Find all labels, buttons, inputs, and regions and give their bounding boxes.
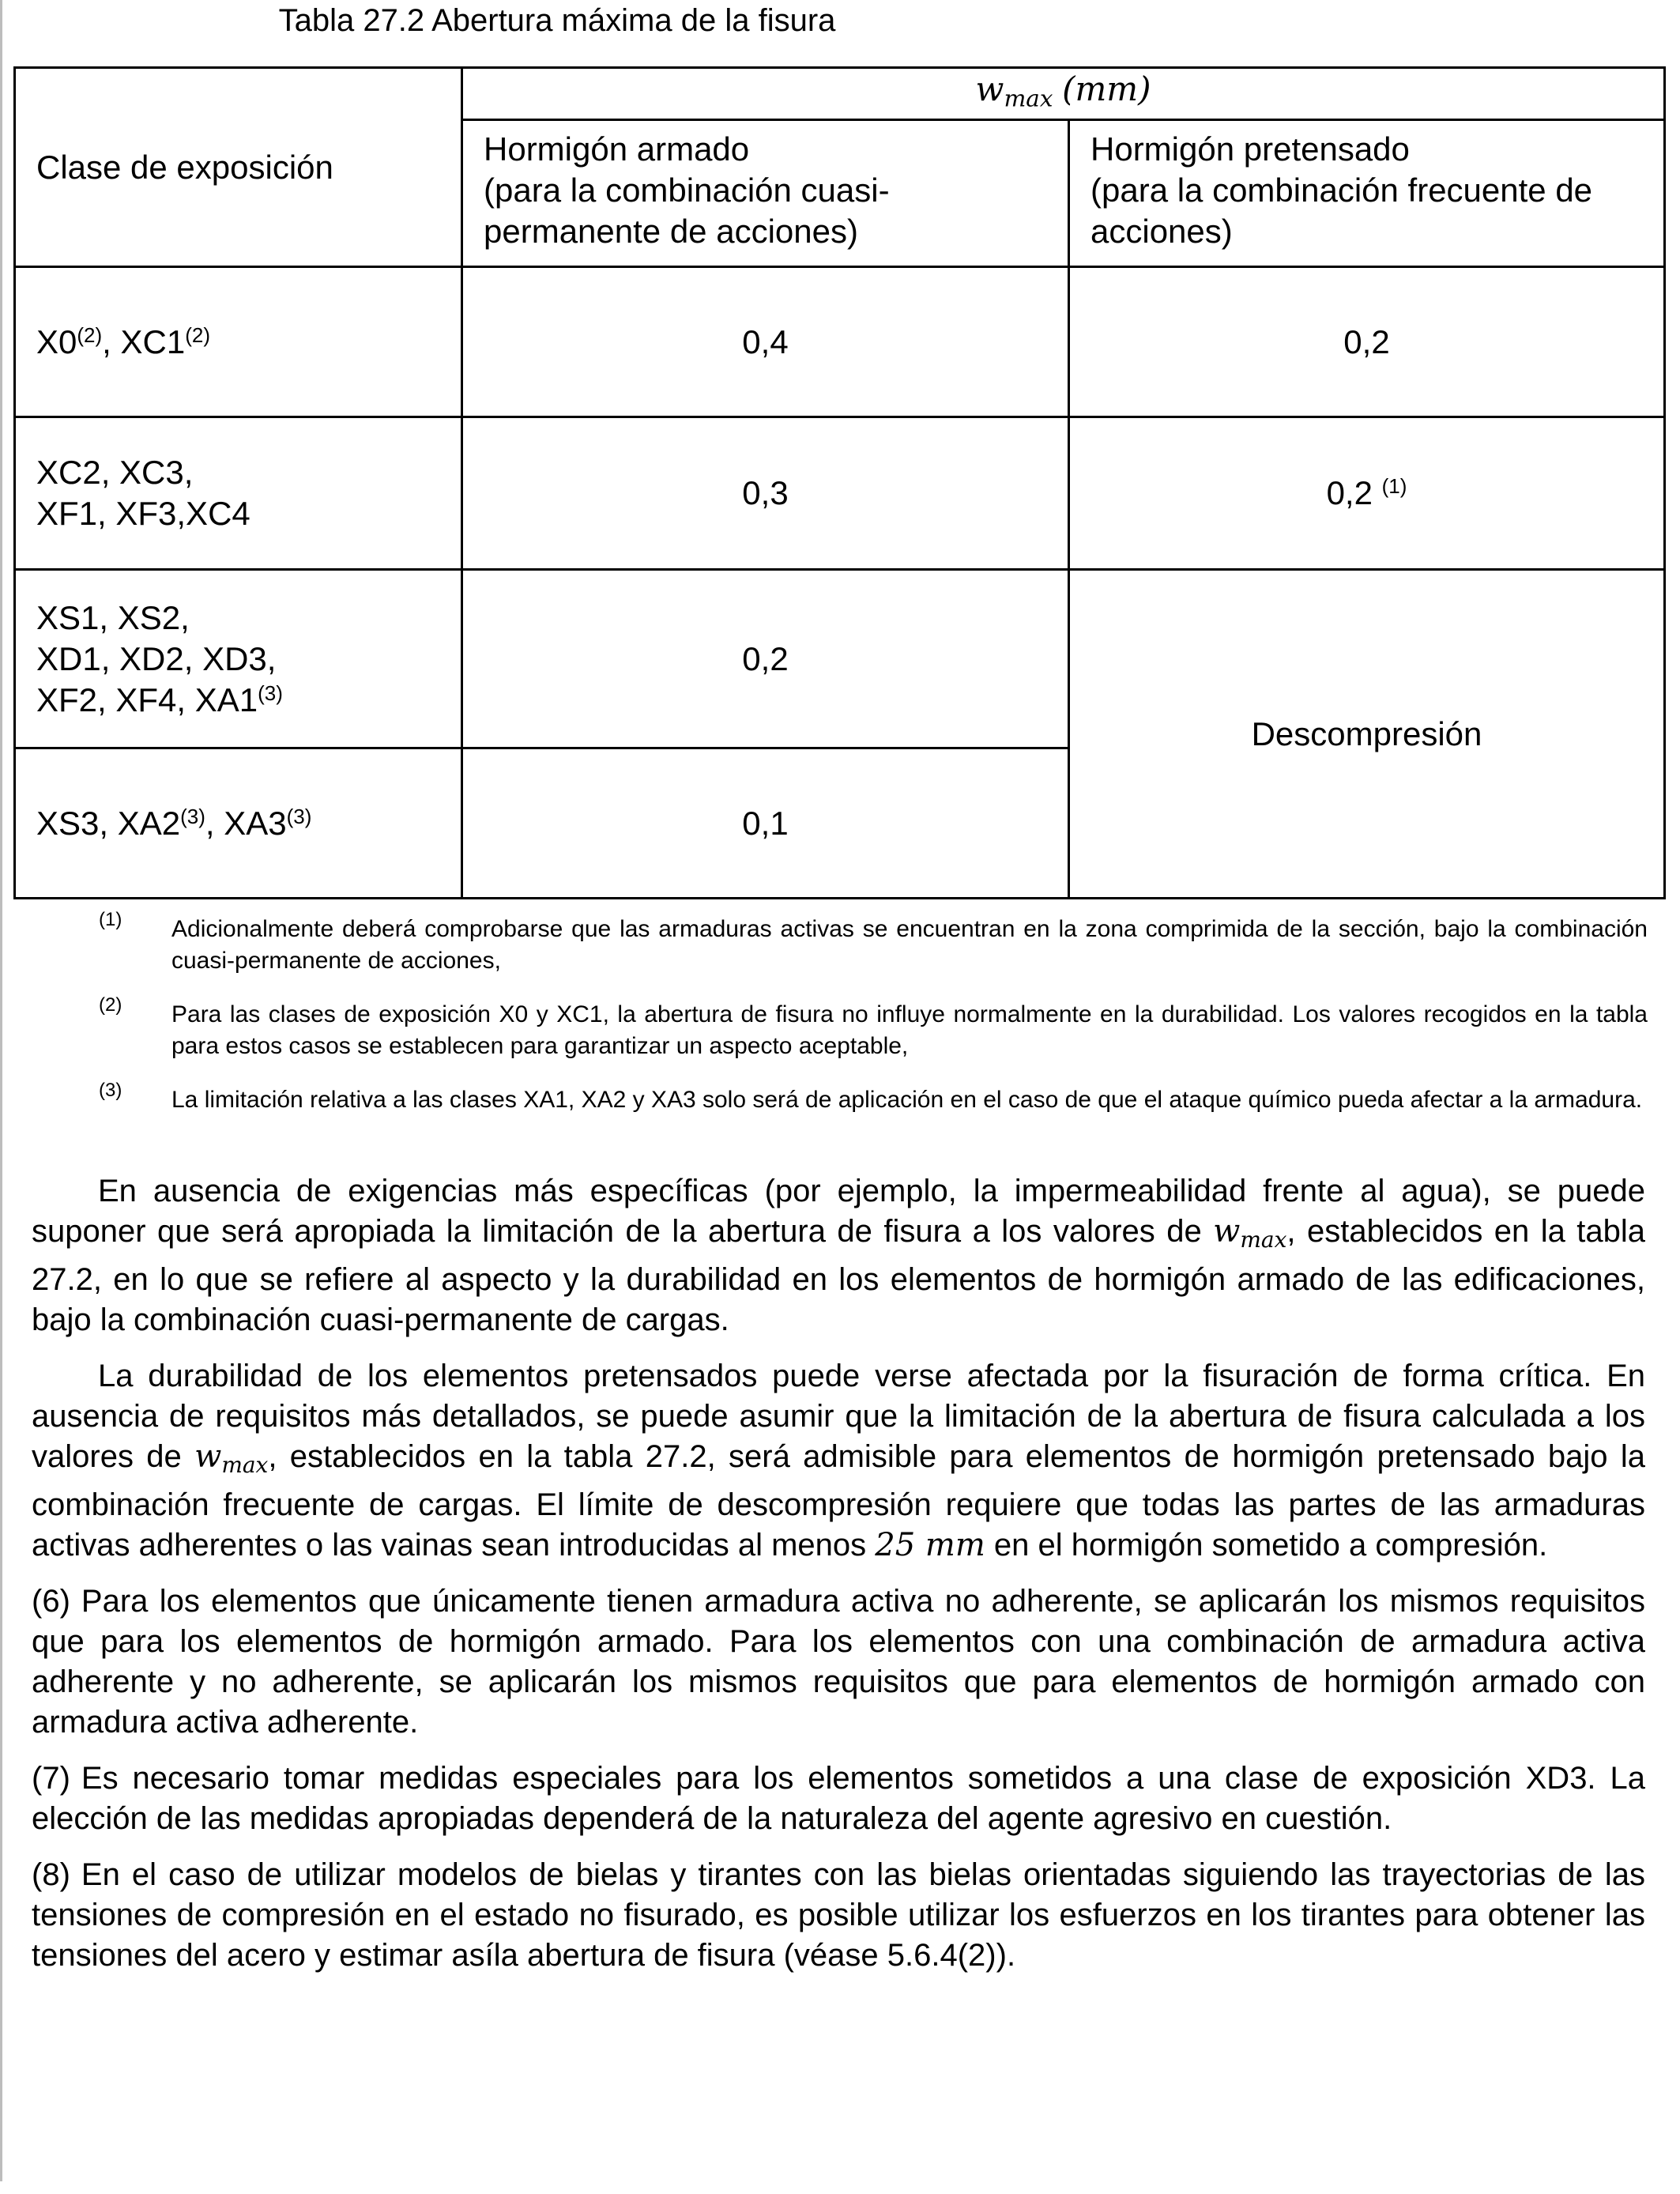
paragraph-text: en el hormigón sometido a compresión.: [985, 1528, 1548, 1563]
exposure-text: XC2, XC3,: [36, 454, 194, 492]
header-prestressed-title: Hormigón pretensado: [1090, 130, 1410, 168]
exposure-cell: [15, 748, 462, 899]
header-exposure-class: [15, 68, 462, 267]
paragraph-number: (7): [32, 1761, 70, 1796]
wmax-w: w: [1213, 1213, 1241, 1250]
exposure-text: XD1, XD2, XD3,: [36, 639, 277, 677]
paragraph: [32, 1356, 1645, 1566]
paragraph-7: [32, 1759, 1645, 1839]
header-prestressed-sub: (para la combinación frecuente de acciones): [1090, 172, 1593, 251]
exposure-line: [36, 680, 440, 721]
footnote-mark: (2): [99, 994, 122, 1016]
armado-value: 0,2: [462, 570, 1069, 748]
pretensado-cell: [1069, 417, 1665, 570]
exposure-text: , XC1: [102, 322, 186, 360]
exposure-text: XS3, XA2: [36, 804, 181, 842]
paragraph: [32, 1171, 1645, 1340]
crack-width-table: [13, 66, 1666, 899]
paragraph-text: En el caso de utilizar modelos de bielas y tirantes con las bielas orientadas siguiendo las trayectorias de las tensiones de compresión en el estado no fisurado, es posible utilizar los esfuerzos en los tirantes para obtener las tensiones del acero y estimar asíla abertura de fisura (véase 5.6.4(2)).: [32, 1857, 1645, 1973]
footnote-ref: (2): [185, 322, 210, 347]
wmax-sub: max: [1004, 85, 1053, 112]
wmax-inline: [194, 1438, 269, 1478]
table-row: [15, 417, 1665, 570]
footnote-ref: (2): [77, 322, 103, 347]
exposure-text: , XA3: [205, 804, 287, 842]
footnote: [99, 1080, 1648, 1116]
paragraph-text: Es necesario tomar medidas especiales para los elementos sometidos a una clase de exposición XD3. La elección de las medidas apropiadas dependerá de la naturaleza del agente agresivo en cuestión.: [32, 1761, 1645, 1836]
table-row: [15, 570, 1665, 748]
exposure-text: XF2, XF4, XA1: [36, 680, 258, 718]
body-text: [32, 1171, 1645, 1992]
footnote-ref: (1): [1381, 474, 1407, 499]
exposure-text: XS1, XS2,: [36, 598, 190, 636]
header-exposure-label: Clase de exposición: [36, 148, 333, 186]
exposure-cell: [15, 267, 462, 417]
table-row: [15, 267, 1665, 417]
footnote-ref: (3): [180, 804, 205, 828]
decompression-cell: Descompresión: [1069, 570, 1665, 899]
footnote-ref: (3): [258, 680, 283, 705]
wmax-w: w: [975, 70, 1004, 108]
wmax-inline: [1213, 1213, 1287, 1253]
exposure-text: XF1, XF3,XC4: [36, 495, 250, 533]
armado-value: 0,4: [462, 267, 1069, 417]
armado-value: 0,1: [462, 748, 1069, 899]
wmax-symbol: [975, 70, 1053, 112]
exposure-text: X0: [36, 322, 77, 360]
armado-value: 0,3: [462, 417, 1069, 570]
pretensado-value: 0,2: [1069, 267, 1665, 417]
paragraph-text: En ausencia de exigencias más específicas (por ejemplo, la impermeabilidad frente al agua), se puede suponer que será apropiada la limitación de la abertura de fisura a los valores de: [32, 1174, 1645, 1249]
footnote-text: Para las clases de exposición X0 y XC1, la abertura de fisura no influye normalmente en la durabilidad. Los valores recogidos en la tabla para estos casos se establecen para garantizar un aspecto aceptable,: [171, 1001, 1648, 1059]
wmax-w: w: [194, 1438, 222, 1475]
header-reinforced-sub: (para la combinación cuasi-permanente de acciones): [484, 172, 890, 251]
pretensado-value: 0,2: [1326, 474, 1382, 512]
table-footnotes: [99, 909, 1648, 1138]
footnote-text: Adicionalmente deberá comprobarse que las armaduras activas se encuentran en la zona comprimida de la sección, bajo la combinación cuasi-permanente de acciones,: [171, 916, 1648, 974]
page-edge-line: [0, 0, 2, 2181]
paragraph-text: , establecidos en la tabla 27.2, será admisible para elementos de hormigón pretensado bajo la combinación frecuente de cargas. El límite de descompresión requiere que todas las partes de las armaduras activas adherentes o las vainas sean introducidas al menos: [32, 1439, 1645, 1563]
table-caption: Tabla 27.2 Abertura máxima de la fisura: [278, 3, 836, 38]
wmax-sub: max: [1240, 1227, 1287, 1253]
header-reinforced-title: Hormigón armado: [484, 130, 750, 168]
footnote: [99, 909, 1648, 977]
header-prestressed-concrete: [1069, 120, 1665, 267]
paragraph-8: [32, 1855, 1645, 1976]
header-reinforced-concrete: [462, 120, 1069, 267]
paragraph-number: (8): [32, 1857, 70, 1892]
paragraph-text: La durabilidad de los elementos pretensados puede verse afectada por la fisuración de forma crítica. En ausencia de requisitos más detallados, se puede asumir que la limitación de la abertura de fisura calculada a los valores de: [32, 1359, 1645, 1474]
paragraph-6: [32, 1581, 1645, 1743]
footnote-ref: (3): [286, 804, 312, 828]
paragraph-text: Para los elementos que únicamente tienen armadura activa no adherente, se aplicarán los mismos requisitos que para los elementos de hormigón armado. Para los elementos con una combinación de armadura activa adherente y no adherente, se aplicarán los mismos requisitos que para elementos de hormigón armado con armadura activa adherente.: [32, 1584, 1645, 1740]
table-header-row: [15, 68, 1665, 120]
footnote: [99, 994, 1648, 1062]
footnote-text: La limitación relativa a las clases XA1, XA2 y XA3 solo será de aplicación en el caso de que el ataque químico pueda afectar a la armadura.: [171, 1087, 1643, 1113]
header-wmax: [462, 68, 1665, 120]
footnote-mark: (1): [99, 909, 122, 930]
paragraph-number: (6): [32, 1584, 70, 1619]
footnote-mark: (3): [99, 1080, 122, 1101]
math-25mm: 25 mm: [875, 1527, 985, 1563]
paragraph-text: , establecidos en la tabla 27.2, en lo que se refiere al aspecto y la durabilidad en los elementos de hormigón armado de las edificaciones, bajo la combinación cuasi-permanente de cargas.: [32, 1214, 1645, 1337]
wmax-unit: (mm): [1062, 70, 1151, 108]
exposure-cell: [15, 417, 462, 570]
exposure-cell: [15, 570, 462, 748]
wmax-sub: max: [221, 1452, 269, 1478]
